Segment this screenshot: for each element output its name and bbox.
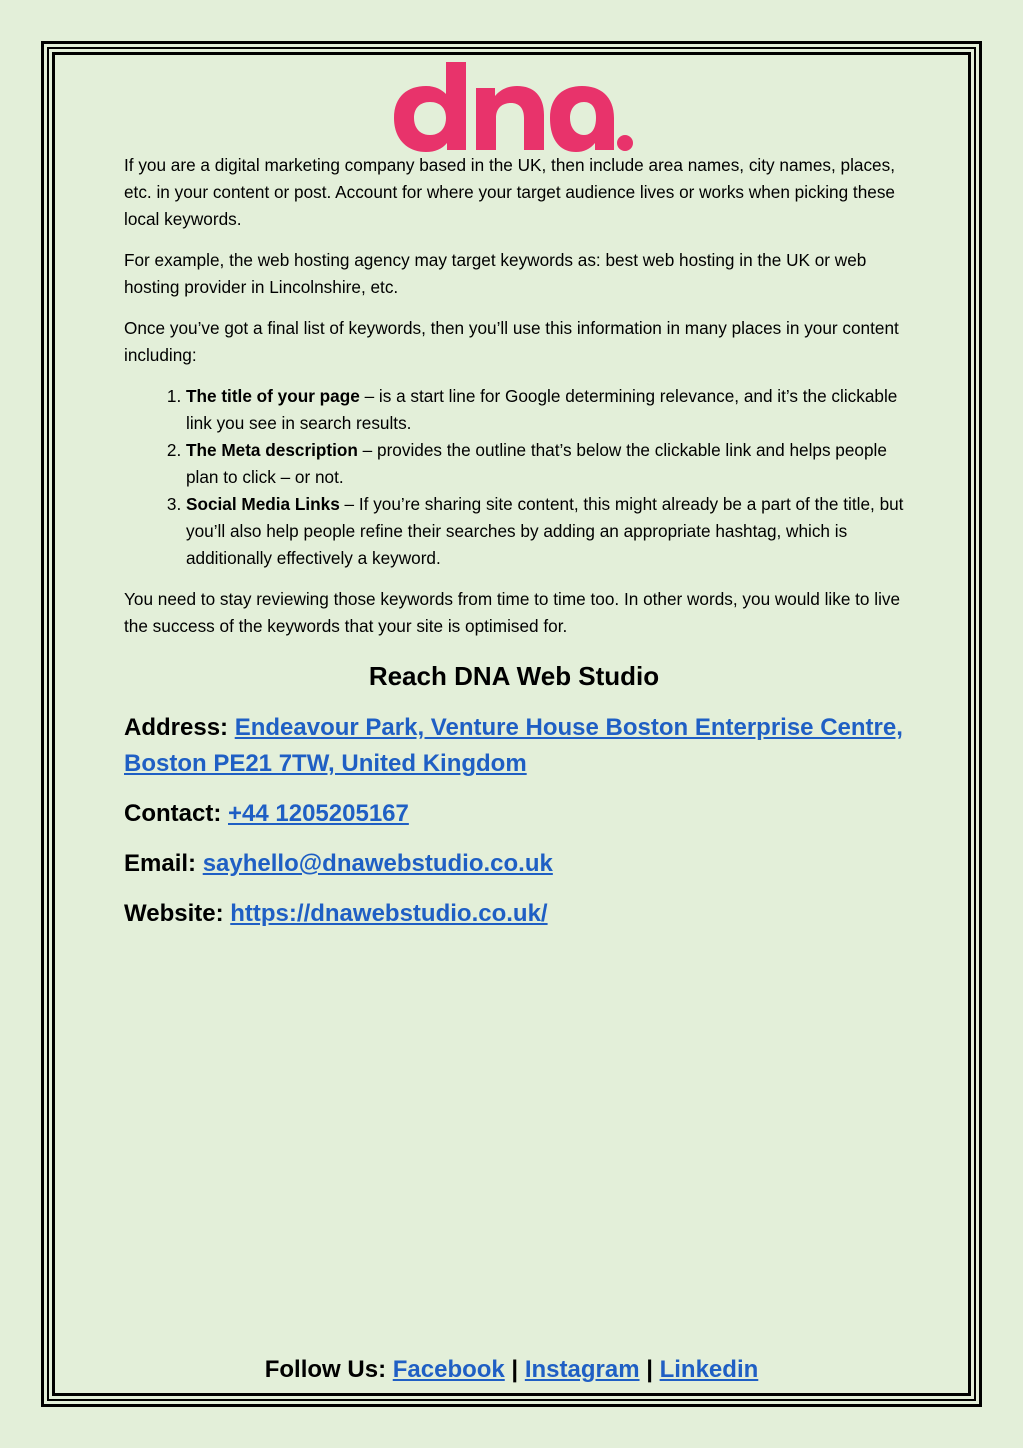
separator: | [504,1356,525,1383]
follow-label: Follow Us: [264,1356,393,1383]
list-item [186,491,904,572]
phone-link[interactable]: +44 1205205167 [228,800,409,827]
list-item-text: – is a start line for Google determining relevance, and it’s the clickable link you see in search results. [186,386,898,433]
email-label: Email: [124,850,203,877]
list-item [186,383,904,437]
phone-label: Contact: [124,800,228,827]
closing-paragraph: You need to stay reviewing those keywords from time to time too. In other words, you would like to live the success of the keywords that your site is optimised for. [124,589,901,636]
keyword-usage-list [124,383,904,572]
intro-paragraph-1: If you are a digital marketing company based in the UK, then include area names, city names, places, etc. in your content or post. Account for where your target audience lives or works when picking these local keywords. [124,155,895,229]
list-item-title: The title of your page [186,386,360,406]
article-body [124,152,904,946]
address-link[interactable]: Endeavour Park, Venture House Boston Enterprise Centre, Boston PE21 7TW, United Kingdom [124,714,903,777]
phone-line [124,796,904,832]
dna-logo [390,60,635,156]
follow-us-line [0,1352,1023,1388]
website-line [124,896,904,932]
list-item-title: Social Media Links [186,494,340,514]
address-line [124,710,904,782]
email-line [124,846,904,882]
separator: | [639,1356,660,1383]
email-link[interactable]: sayhello@dnawebstudio.co.uk [202,850,553,877]
reach-heading: Reach DNA Web Studio [368,661,660,691]
website-link[interactable]: https://dnawebstudio.co.uk/ [230,900,548,927]
list-item-text: – provides the outline that’s below the clickable link and helps people plan to click – or not. [186,440,887,487]
list-item [186,437,904,491]
intro-paragraph-3: Once you’ve got a final list of keywords, then you’ll use this information in many places in your content including: [124,318,899,365]
website-label: Website: [124,900,231,927]
list-item-title: The Meta description [186,440,358,460]
address-label: Address: [124,714,235,741]
list-item-text: – If you’re sharing site content, this might already be a part of the title, but you’ll also help people refine their searches by adding an appropriate hashtag, which is additionally effectively a keyword. [186,494,904,568]
intro-paragraph-2: For example, the web hosting agency may target keywords as: best web hosting in the UK or web hosting provider in Lincolnshire, etc. [124,250,867,297]
linkedin-link[interactable]: Linkedin [659,1356,759,1383]
instagram-link[interactable]: Instagram [524,1356,640,1383]
facebook-link[interactable]: Facebook [392,1356,505,1383]
